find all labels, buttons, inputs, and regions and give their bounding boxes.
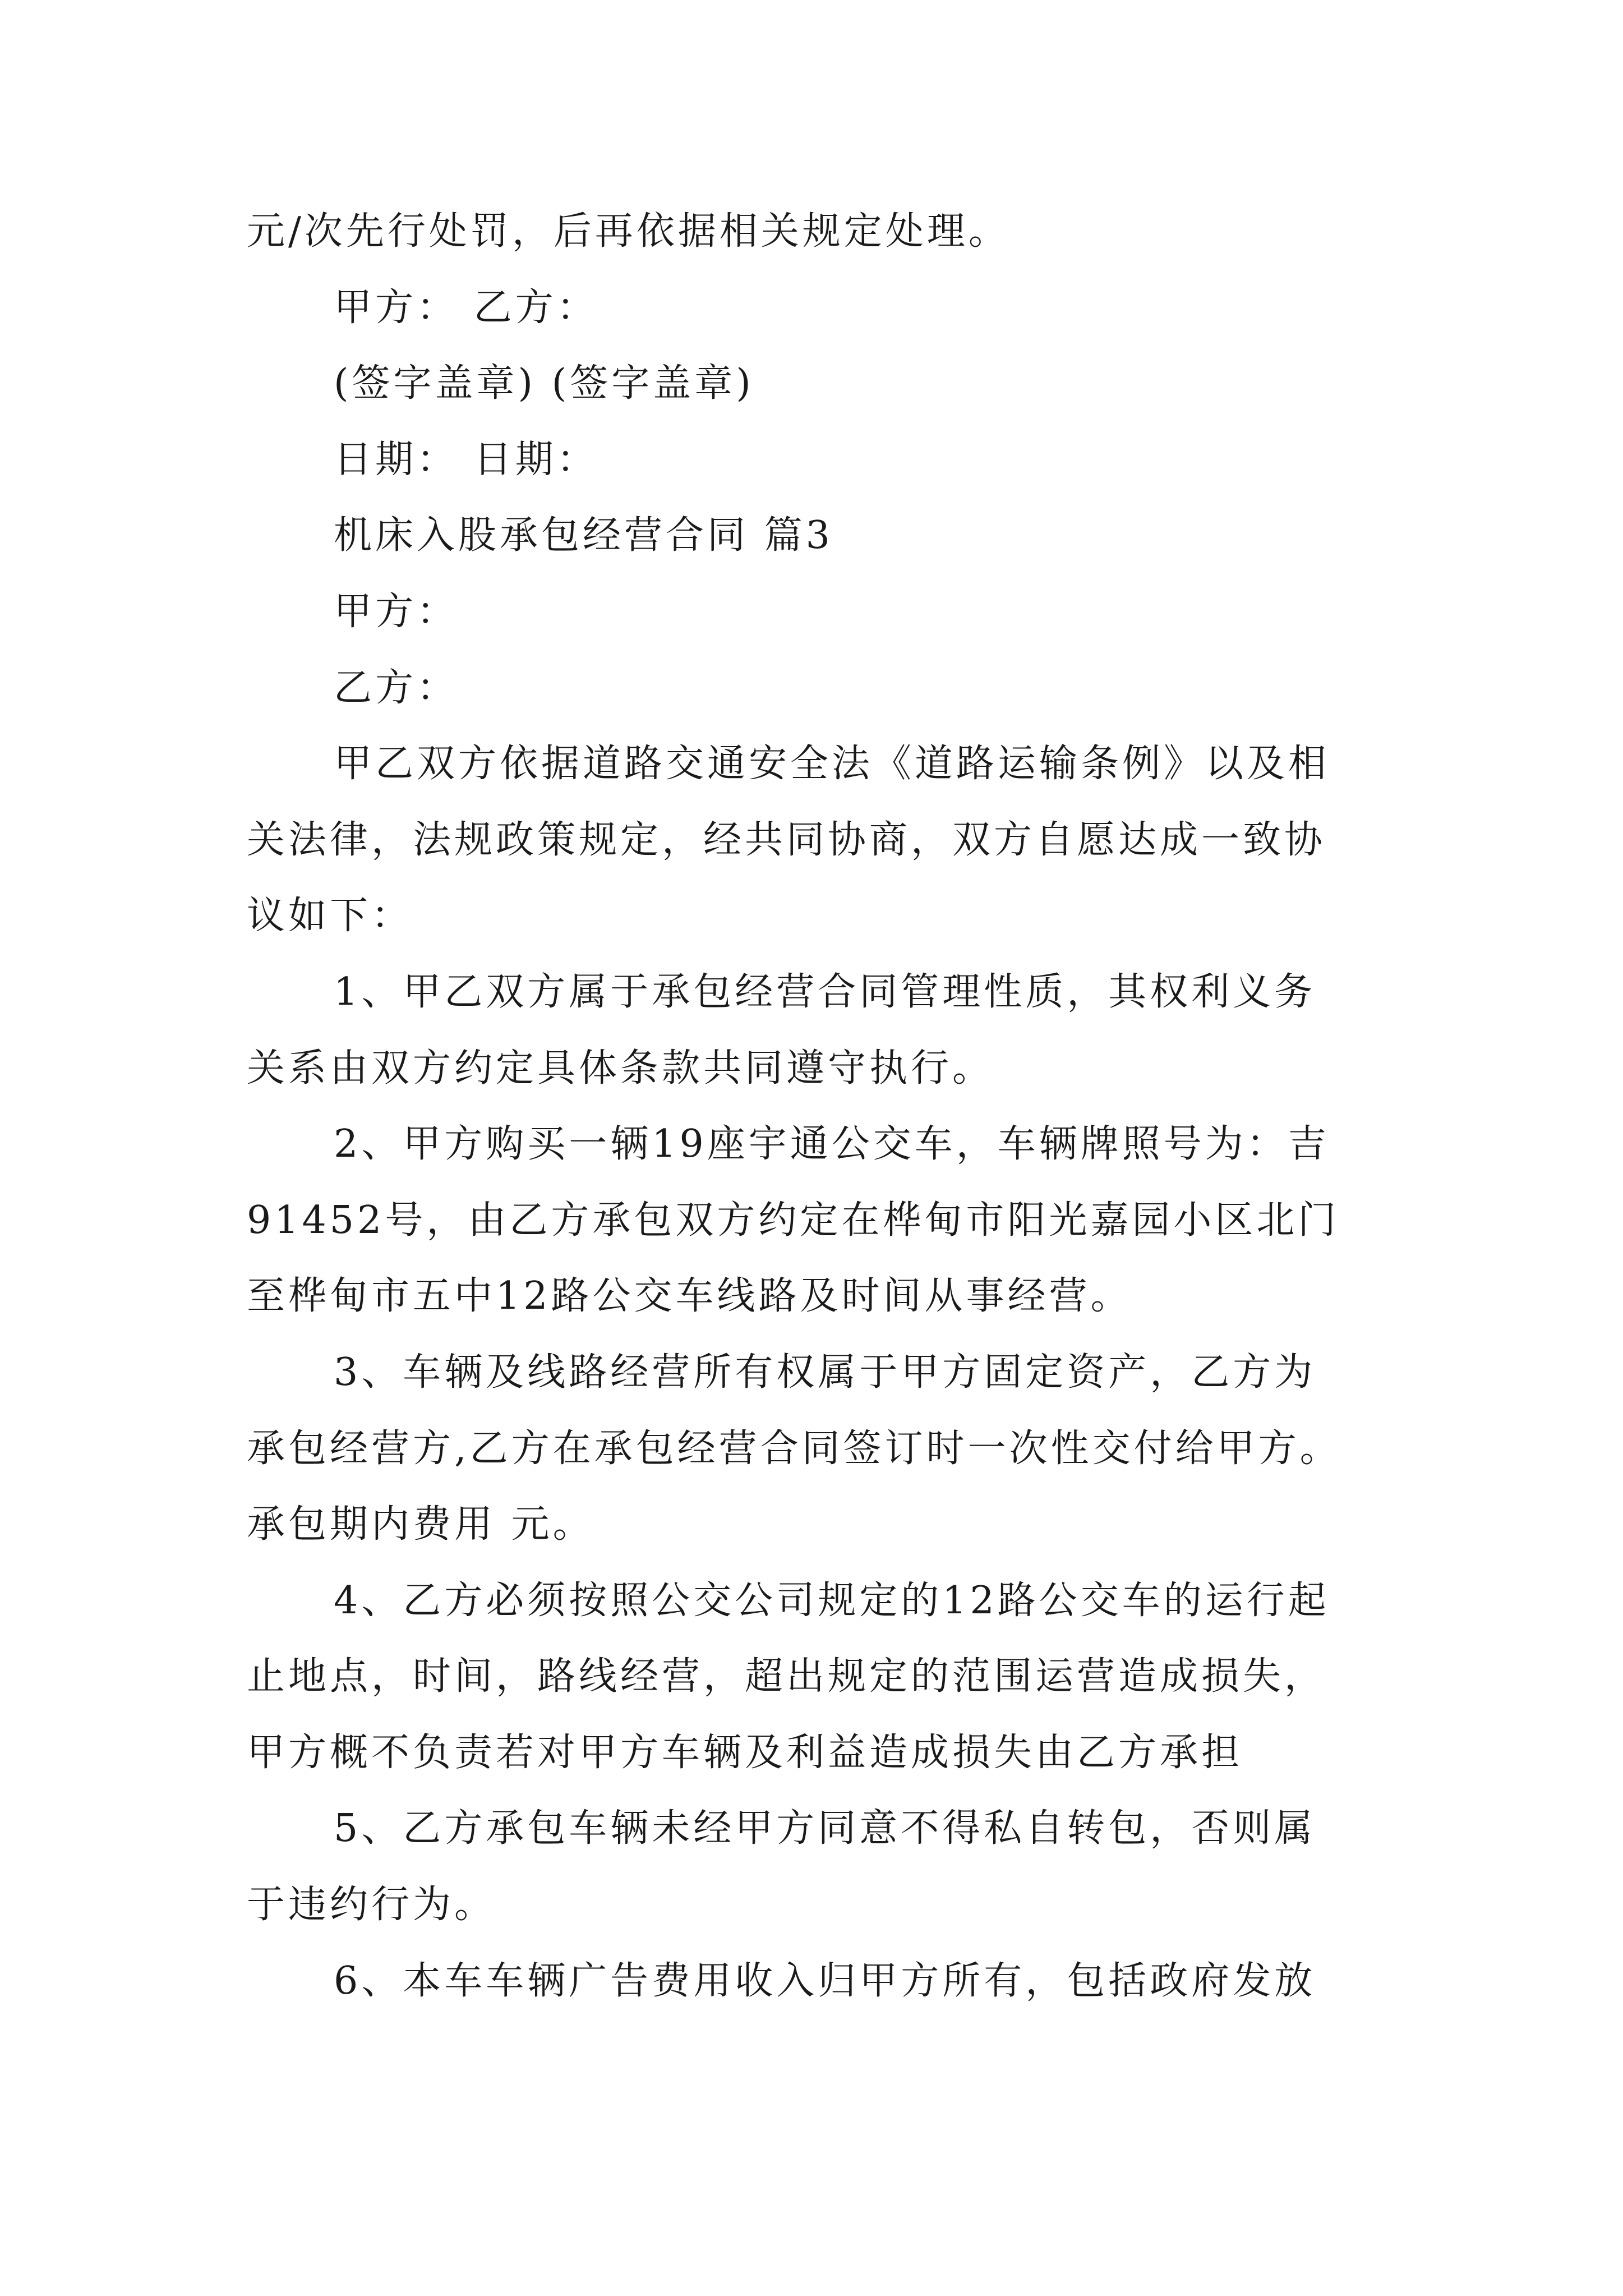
text-line: 承包经营方,乙方在承包经营合同签订时一次性交付给甲方。 <box>247 1426 1341 1471</box>
text-line: 6、本车车辆广告费用收入归甲方所有，包括政府发放 <box>334 1958 1316 2003</box>
text-line: 元/次先行处罚，后再依据相关规定处理。 <box>247 209 1010 254</box>
text-line: 日期： 日期： <box>334 437 598 482</box>
text-line: 91452号，由乙方承包双方约定在桦甸市阳光嘉园小区北门 <box>247 1198 1340 1243</box>
text-line: 4、乙方必须按照公交公司规定的12路公交车的运行起 <box>334 1578 1330 1623</box>
text-line: 关系由双方约定具体条款共同遵守执行。 <box>247 1046 994 1091</box>
section-heading: 机床入股承包经营合同 篇3 <box>334 513 833 558</box>
text-line: 3、车辆及线路经营所有权属于甲方固定资产，乙方为 <box>334 1350 1316 1395</box>
text-line: 乙方： <box>334 665 459 710</box>
text-line: 2、甲方购买一辆19座宇通公交车，车辆牌照号为：吉 <box>334 1122 1330 1167</box>
text-line: 承包期内费用 元。 <box>247 1502 594 1547</box>
text-line: 甲乙双方依据道路交通安全法《道路运输条例》以及相 <box>334 742 1330 786</box>
text-line: 关法律，法规政策规定，经共同协商，双方自愿达成一致协 <box>247 817 1326 862</box>
text-line: 于违约行为。 <box>247 1883 496 1927</box>
text-line: (签字盖章) (签字盖章) <box>334 361 754 406</box>
text-line: 甲方： <box>334 589 459 634</box>
text-line: 5、乙方承包车辆未经甲方同意不得私自转包，否则属 <box>334 1806 1316 1851</box>
text-line: 至桦甸市五中12路公交车线路及时间从事经营。 <box>247 1274 1132 1319</box>
document-body <box>247 194 1385 2019</box>
text-line: 止地点，时间，路线经营，超出规定的范围运营造成损失， <box>247 1654 1326 1699</box>
text-line: 甲方： 乙方： <box>334 285 598 330</box>
text-line: 1、甲乙双方属于承包经营合同管理性质，其权利义务 <box>334 969 1316 1014</box>
text-line: 甲方概不负责若对甲方车辆及利益造成损失由乙方承担 <box>247 1730 1243 1775</box>
text-line: 议如下： <box>247 894 413 938</box>
